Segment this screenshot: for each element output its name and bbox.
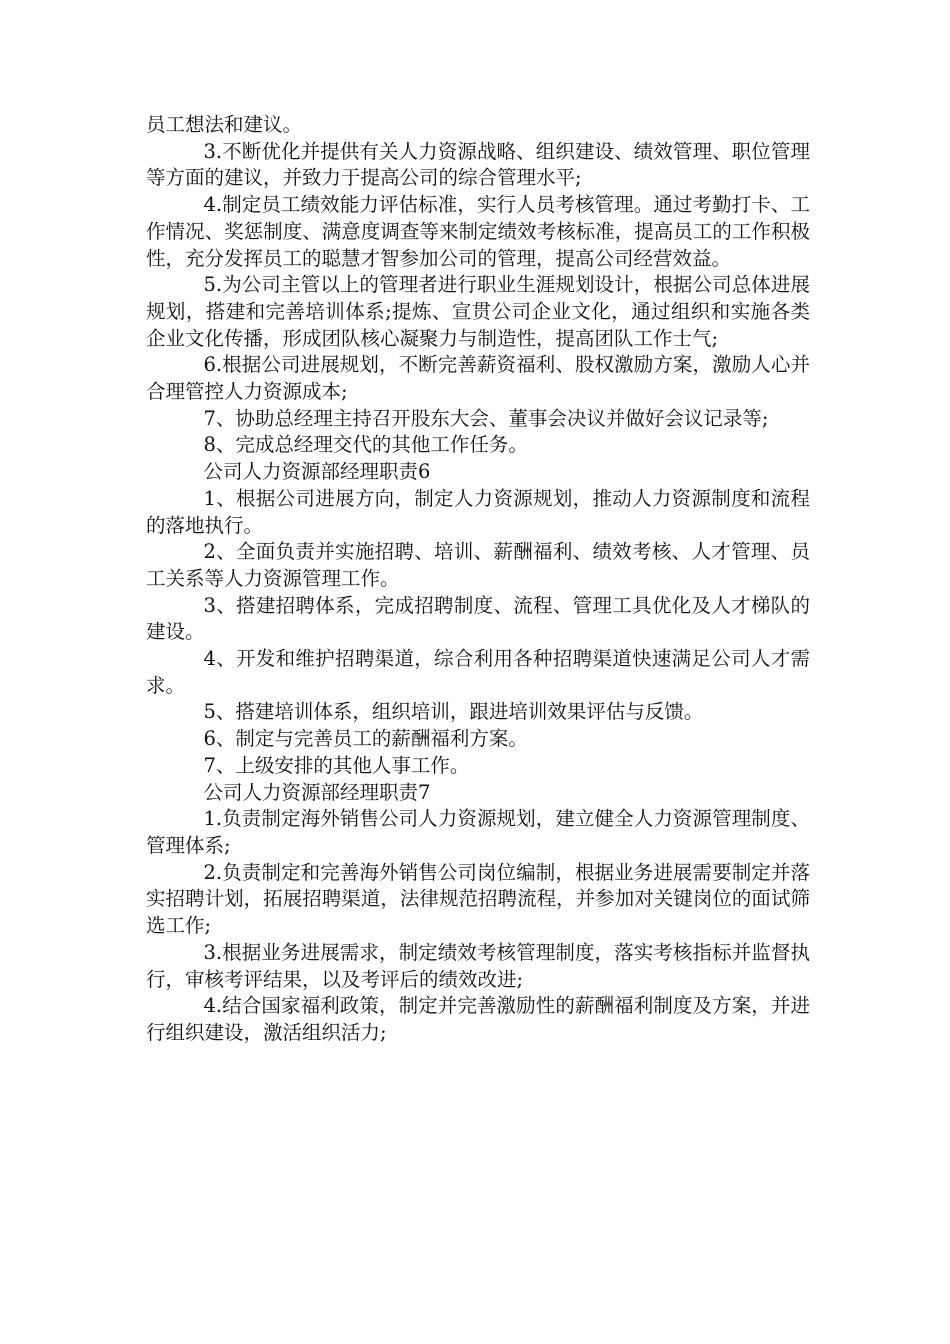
paragraph-s6-item-7: 7、上级安排的其他人事工作。 bbox=[203, 753, 470, 777]
section-heading-7: 公司人力资源部经理职责7 bbox=[203, 780, 431, 804]
paragraph-s6-item-2: 2、全面负责并实施招聘、培训、薪酬福利、绩效考核、人才管理、员工关系等人力资源管理工作。 bbox=[146, 540, 810, 590]
paragraph-duty-4: 4.制定员工绩效能力评估标准，实行人员考核管理。通过考勤打卡、工作情况、奖惩制度、满意度调查等来制定绩效考核标准，提高员工的工作积极性，充分发挥员工的聪慧才智参加公司的管理，提高公司经营效益。 bbox=[146, 193, 810, 270]
paragraph-continued: 员工想法和建议。 bbox=[146, 113, 303, 136]
paragraph-s7-item-3: 3.根据业务进展需求，制定绩效考核管理制度，落实考核指标并监督执行，审核考评结果，以及考评后的绩效改进; bbox=[146, 940, 810, 991]
section-heading-6: 公司人力资源部经理职责6 bbox=[203, 460, 431, 484]
paragraph-s7-item-2: 2.负责制定和完善海外销售公司岗位编制，根据业务进展需要制定并落实招聘计划，拓展招聘渠道，法律规范招聘流程，并参加对关键岗位的面试筛选工作; bbox=[146, 860, 810, 938]
paragraph-s6-item-5: 5、搭建培训体系，组织培训，跟进培训效果评估与反馈。 bbox=[203, 700, 704, 724]
paragraph-duty-3: 3.不断优化并提供有关人力资源战略、组织建设、绩效管理、职位管理等方面的建议，并致力于提高公司的综合管理水平; bbox=[146, 139, 810, 190]
paragraph-duty-6: 6.根据公司进展规划，不断完善薪资福利、股权激励方案，激励人心并合理管控人力资源成本; bbox=[146, 353, 810, 404]
paragraph-s6-item-4: 4、开发和维护招聘渠道，综合利用各种招聘渠道快速满足公司人才需求。 bbox=[146, 647, 810, 697]
paragraph-s7-item-1: 1.负责制定海外销售公司人力资源规划，建立健全人力资源管理制度、管理体系; bbox=[146, 807, 810, 857]
paragraph-s6-item-1: 1、根据公司进展方向，制定人力资源规划，推动人力资源制度和流程的落地执行。 bbox=[146, 486, 810, 537]
paragraph-duty-5: 5.为公司主管以上的管理者进行职业生涯规划设计，根据公司总体进展规划，搭建和完善培训体系;提炼、宣贯公司企业文化，通过组织和实施各类企业文化传播，形成团队核心凝聚力与制造性，提高团队工作士气; bbox=[146, 273, 810, 350]
paragraph-duty-7: 7、协助总经理主持召开股东大会、董事会决议并做好会议记录等; bbox=[203, 406, 769, 430]
paragraph-s7-item-4: 4.结合国家福利政策，制定并完善激励性的薪酬福利制度及方案，并进行组织建设，激活组织活力; bbox=[146, 994, 810, 1044]
paragraph-s6-item-3: 3、搭建招聘体系，完成招聘制度、流程、管理工具优化及人才梯队的建设。 bbox=[146, 593, 810, 644]
paragraph-s6-item-6: 6、制定与完善员工的薪酬福利方案。 bbox=[203, 727, 528, 751]
paragraph-duty-8: 8、完成总经理交代的其他工作任务。 bbox=[203, 433, 528, 457]
document-body bbox=[146, 112, 810, 1047]
